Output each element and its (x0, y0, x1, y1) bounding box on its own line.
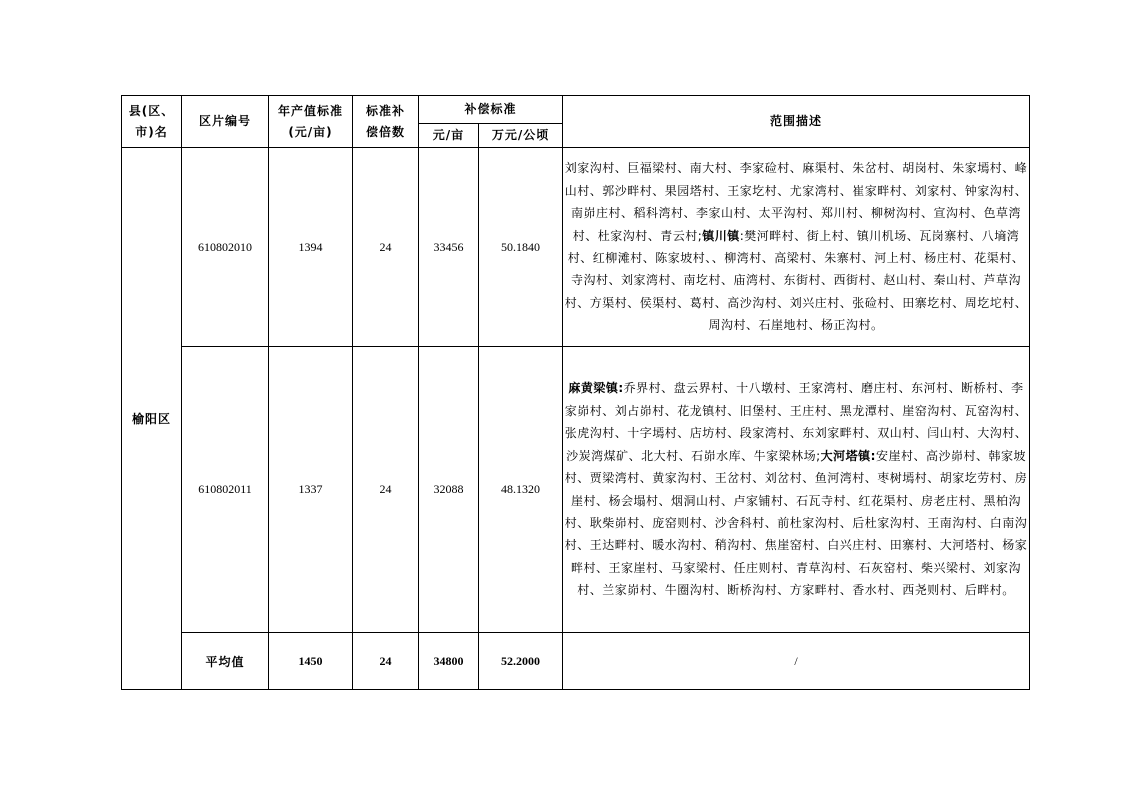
header-per-mu: 元/亩 (419, 124, 479, 148)
scope-text: 安崖村、高沙峁村、韩家坡村、贾梁湾村、黄家沟村、王岔村、刘岔村、鱼河湾村、枣树墕村、胡家圪劳村、房崖村、杨会塌村、烟洞山村、卢家铺村、石瓦寺村、红花渠村、房老庄村、黑柏沟村、耿柴峁村、庞窑则村、沙舍科村、前杜家沟村、后杜家沟村、王南沟村、白南沟村、王达畔村、暖水沟村、稍沟村、焦崖窑村、白兴庄村、田寨村、大河塔村、杨家畔村、王家崖村、马家梁村、任庄则村、青草沟村、石灰窑村、柴兴梁村、刘家沟村、兰家峁村、牛圈沟村、断桥沟村、方家畔村、香水村、西尧则村、后畔村。 (564, 448, 1028, 598)
multiple-value: 24 (353, 347, 419, 633)
scope-description (563, 347, 1030, 633)
per-mu-value: 32088 (419, 347, 479, 633)
header-row (122, 96, 1030, 124)
header-comp-standard: 补偿标准 (419, 96, 563, 124)
average-per-ha: 52.2000 (479, 633, 563, 690)
per-mu-value: 33456 (419, 148, 479, 347)
table-row (122, 347, 1030, 633)
header-annual-value: 年产值标准(元/亩) (269, 96, 353, 148)
average-label: 平均值 (182, 633, 269, 690)
header-multiple: 标准补偿倍数 (353, 96, 419, 148)
annual-value: 1337 (269, 347, 353, 633)
scope-text: 刘家沟村、巨福梁村、南大村、李家硷村、麻渠村、朱岔村、胡岗村、朱家墕村、峰山村、郭沙畔村、果园塔村、王家圪村、尤家湾村、崔家畔村、刘家村、钟家沟村、南峁庄村、稻科湾村、李家山村、太平沟村、郑川村、柳树沟村、宣沟村、色草湾村、杜家沟村、青云村; (564, 161, 1028, 243)
compensation-table (121, 95, 1030, 690)
zone-code: 610802011 (182, 347, 269, 633)
scope-description (563, 148, 1030, 347)
average-scope: / (563, 633, 1030, 690)
town-name: 大河塔镇: (820, 448, 876, 463)
header-zone-code: 区片编号 (182, 96, 269, 148)
average-multiple: 24 (353, 633, 419, 690)
scope-text: 乔界村、盘云界村、十八墩村、王家湾村、磨庄村、东河村、断桥村、李家峁村、刘占峁村、花龙镇村、旧堡村、王庄村、黑龙潭村、崖窑沟村、瓦窑沟村、张虎沟村、十字墕村、店坊村、段家湾村、东刘家畔村、双山村、闫山村、大沟村、沙炭湾煤矿、北大村、石峁水库、牛家梁林场; (564, 381, 1028, 463)
average-row (122, 633, 1030, 690)
town-name: 麻黄梁镇: (568, 381, 624, 396)
per-ha-value: 48.1320 (479, 347, 563, 633)
county-name: 榆阳区 (122, 148, 182, 690)
header-per-ha: 万元/公顷 (479, 124, 563, 148)
table-row (122, 148, 1030, 347)
zone-code: 610802010 (182, 148, 269, 347)
average-annual: 1450 (269, 633, 353, 690)
per-ha-value: 50.1840 (479, 148, 563, 347)
multiple-value: 24 (353, 148, 419, 347)
header-county: 县(区、市)名 (122, 96, 182, 148)
annual-value: 1394 (269, 148, 353, 347)
average-per-mu: 34800 (419, 633, 479, 690)
scope-text: :樊河畔村、街上村、镇川机场、瓦岗寨村、八墒湾村、红柳滩村、陈家坡村、、柳湾村、高梁村、朱寨村、河上村、杨庄村、花渠村、寺沟村、刘家湾村、南圪村、庙湾村、东街村、西街村、赵山村、秦山村、芦草沟村、方渠村、侯渠村、葛村、高沙沟村、刘兴庄村、张硷村、田寨圪村、周圪坨村、周沟村、石崖地村、杨正沟村。 (564, 228, 1028, 333)
header-scope: 范围描述 (563, 96, 1030, 148)
town-name: 镇川镇 (702, 228, 740, 243)
